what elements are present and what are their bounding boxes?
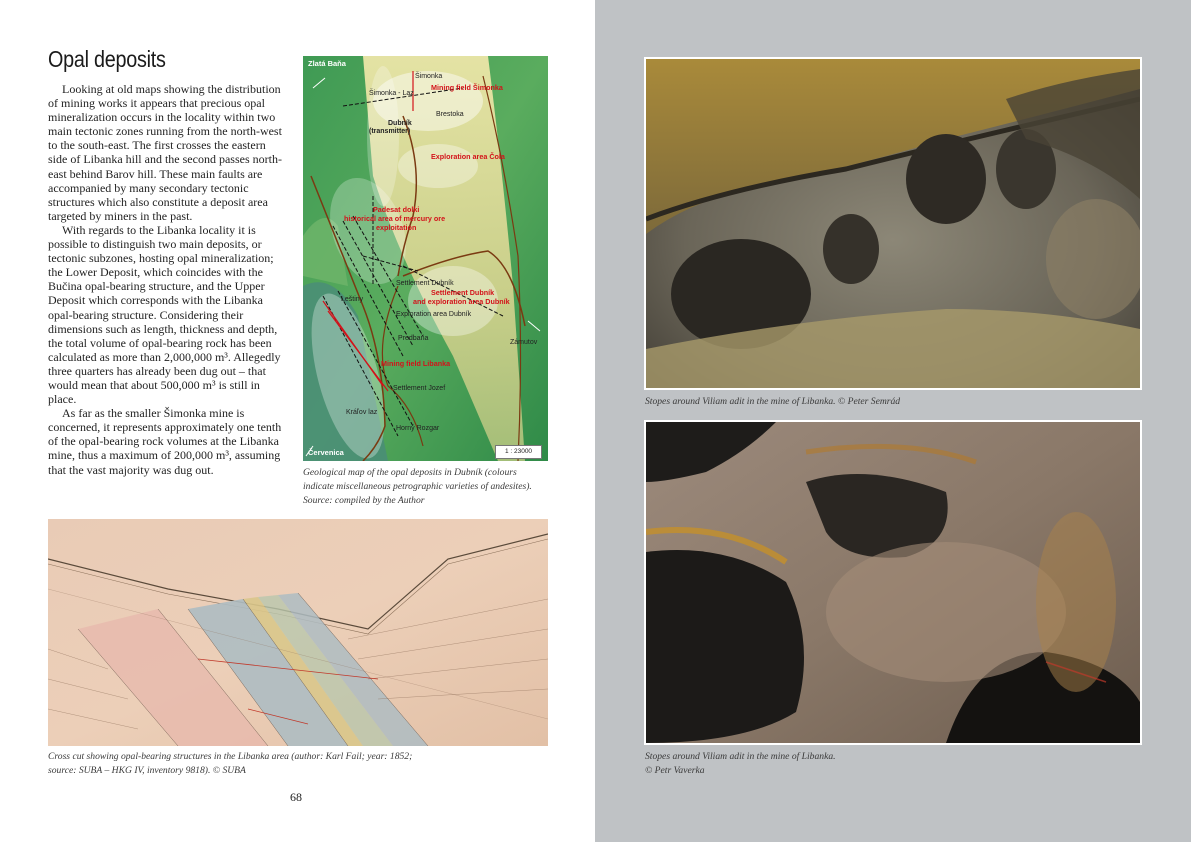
map-caption: Geological map of the opal deposits in Dubník (colours indicate miscellaneous petrographic varieties of andesites). Source: compiled by the Author	[303, 467, 532, 506]
map-label-mining-field-libanka: Mining field Libanka	[381, 359, 451, 368]
crosscut-caption: Cross cut showing opal-bearing structures in the Libanka area (author: Karl Fail; year: 1852; source: SUBA – HKG IV, inventory 9818). © SUBA	[48, 751, 413, 776]
map-label-exploration-cola: Exploration area Čola	[431, 152, 505, 161]
photo-stopes-2-graphic	[646, 422, 1140, 743]
paragraph-2: With regards to the Libanka locality it is possible to distinguish two main deposits, or tectonic subzones, hosting opal mineralization; the Lower Deposit, which coincides with the Bučina opal-bearing structure, and the Upper Deposit which corresponds with the Libanka opal-bearing structure. Considering their dimensions such as length, thickness and depth, the total volume of opal-bearing rock has been calculated as more than 2,000,000 m³. Allegedly three quarters has already been dug out – that would mean that about 500,000 m³ is still in place.	[48, 222, 281, 407]
map-label-horny-rozgar: Horný Rozgar	[396, 425, 440, 432]
map-label-lestiny: Leštiny	[341, 296, 364, 303]
map-label-zamutov: Zámutov	[510, 339, 538, 346]
map-label-simonka: Šimonka	[415, 73, 443, 80]
map-label-zlata-bana: Zlatá Baňa	[308, 59, 346, 68]
photo-2-caption-line-1: Stopes around Viliam adit in the mine of Libanka.	[645, 751, 836, 762]
map-label-settlement-exploration-2: and exploration area Dubník	[413, 297, 510, 306]
map-label-brestoka: Brestoka	[436, 111, 464, 118]
photo-1-caption: Stopes around Viliam adit in the mine of Libanka. © Peter Semrád	[645, 396, 901, 407]
map-label-dubnik: Dubník	[388, 120, 412, 127]
map-label-settlement-exploration-1: Settlement Dubník	[431, 288, 495, 297]
geological-map	[303, 56, 548, 461]
photo-stopes-1	[644, 57, 1142, 390]
map-label-historical-area: historical area of mercury ore	[344, 214, 446, 223]
map-label-padesat-dolki: Padesat dolki	[373, 205, 420, 214]
map-label-predbana: Predbaňa	[398, 335, 429, 342]
map-label-transmitter: (transmitter)	[369, 128, 411, 135]
map-scale-box: 1 : 23000	[495, 445, 542, 459]
photo-2-caption-line-2: © Petr Vaverka	[645, 765, 705, 776]
map-label-cervenica: Červenica	[308, 448, 344, 457]
map-label-settlement-dubnik: Settlement Dubník	[396, 280, 454, 287]
page-number: 68	[290, 790, 302, 804]
page-title: Opal deposits	[48, 46, 166, 72]
paragraph-1: Looking at old maps showing the distribution of mining works it appears that precious opal mineralization occurs in the locality within two main tectonic zones running from the north-west to the south-east. The first crosses the eastern side of Libanka hill and the second passes north-east behind Barov hill. These main faults are accompanied by many secondary tectonic structures which also constitute a deposit area targeted by miners in the past.	[48, 82, 282, 223]
map-label-simonka-laz: Šimonka - Laz	[369, 90, 414, 97]
map-label-settlement-jozef: Settlement Jozef	[393, 385, 446, 392]
map-label-mining-field-simonka: Mining field Šimonka	[431, 83, 503, 92]
photo-stopes-2	[644, 420, 1142, 745]
body-text	[48, 82, 284, 477]
crosscut-graphic	[48, 519, 548, 746]
map-label-exploitation: exploitation	[376, 223, 417, 232]
geological-map-graphic	[303, 56, 548, 461]
paragraph-3: As far as the smaller Šimonka mine is concerned, it represents approximately one tenth of the opal-bearing rock volumes at the Libanka mine, thus a maximum of 200,000 m³, assuming that the vast majority was dug out.	[48, 406, 282, 477]
crosscut-drawing	[48, 519, 548, 746]
map-label-krafov-laz: Kráľov laz	[346, 409, 378, 416]
photo-stopes-1-graphic	[646, 59, 1140, 388]
map-label-exploration-dubnik: Exploration area Dubník	[396, 311, 472, 318]
